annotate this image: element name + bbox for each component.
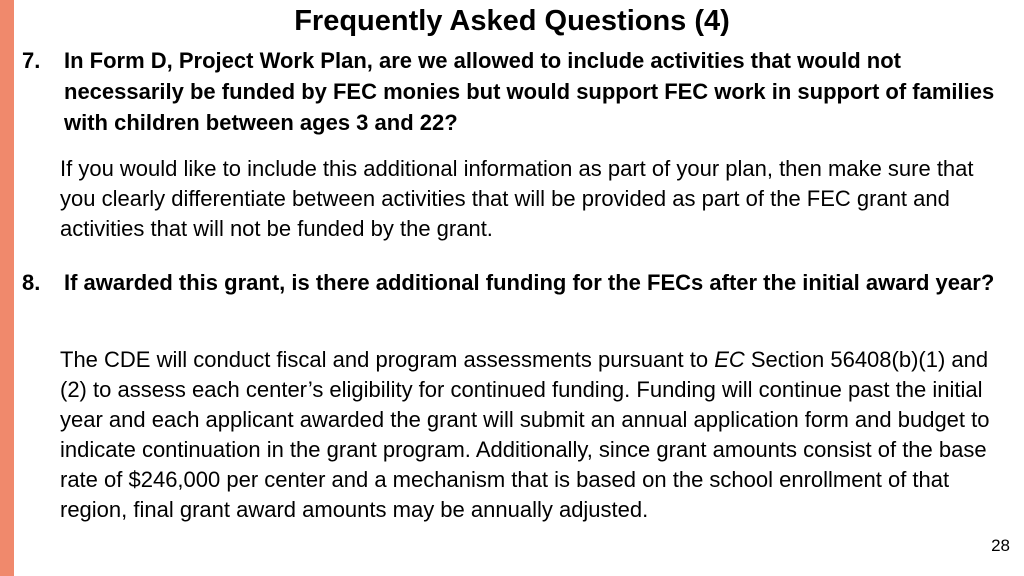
question-text: In Form D, Project Work Plan, are we allowed to include activities that would not necessarily be funded by FEC monies but would support FEC work in support of families with children between ages 3 and 22? xyxy=(64,48,995,135)
faq-question-7 xyxy=(22,45,1007,138)
slide-title: Frequently Asked Questions (4) xyxy=(294,5,730,37)
answer-italic-term: EC xyxy=(714,347,745,372)
page-number: 28 xyxy=(991,536,1010,555)
answer-text-start: The CDE will conduct fiscal and program assessments pursuant to xyxy=(60,347,715,372)
question-number: 8. xyxy=(22,270,41,295)
answer-text-end: Section 56408(b)(1) and (2) to assess each center’s eligibility for continued funding. Funding will continue past the initial year and each applicant awarded the grant will submit an annual application form and budget to indicate continuation in the grant program. Additionally, since grant amounts consist of the base rate of $246,000 per center and a mechanism that is based on the school enrollment of that region, final grant award amounts may be annually adjusted. xyxy=(60,347,990,522)
question-text: If awarded this grant, is there additional funding for the FECs after the initial award year? xyxy=(64,270,995,295)
slide-accent-bar xyxy=(0,0,14,576)
faq-answer-8 xyxy=(60,345,1010,525)
faq-question-8 xyxy=(22,267,1007,298)
faq-answer-7: If you would like to include this additional information as part of your plan, then make sure that you clearly differentiate between activities that will be provided as part of the FEC grant and activities that will not be funded by the grant. xyxy=(60,156,974,241)
question-number: 7. xyxy=(22,48,41,73)
